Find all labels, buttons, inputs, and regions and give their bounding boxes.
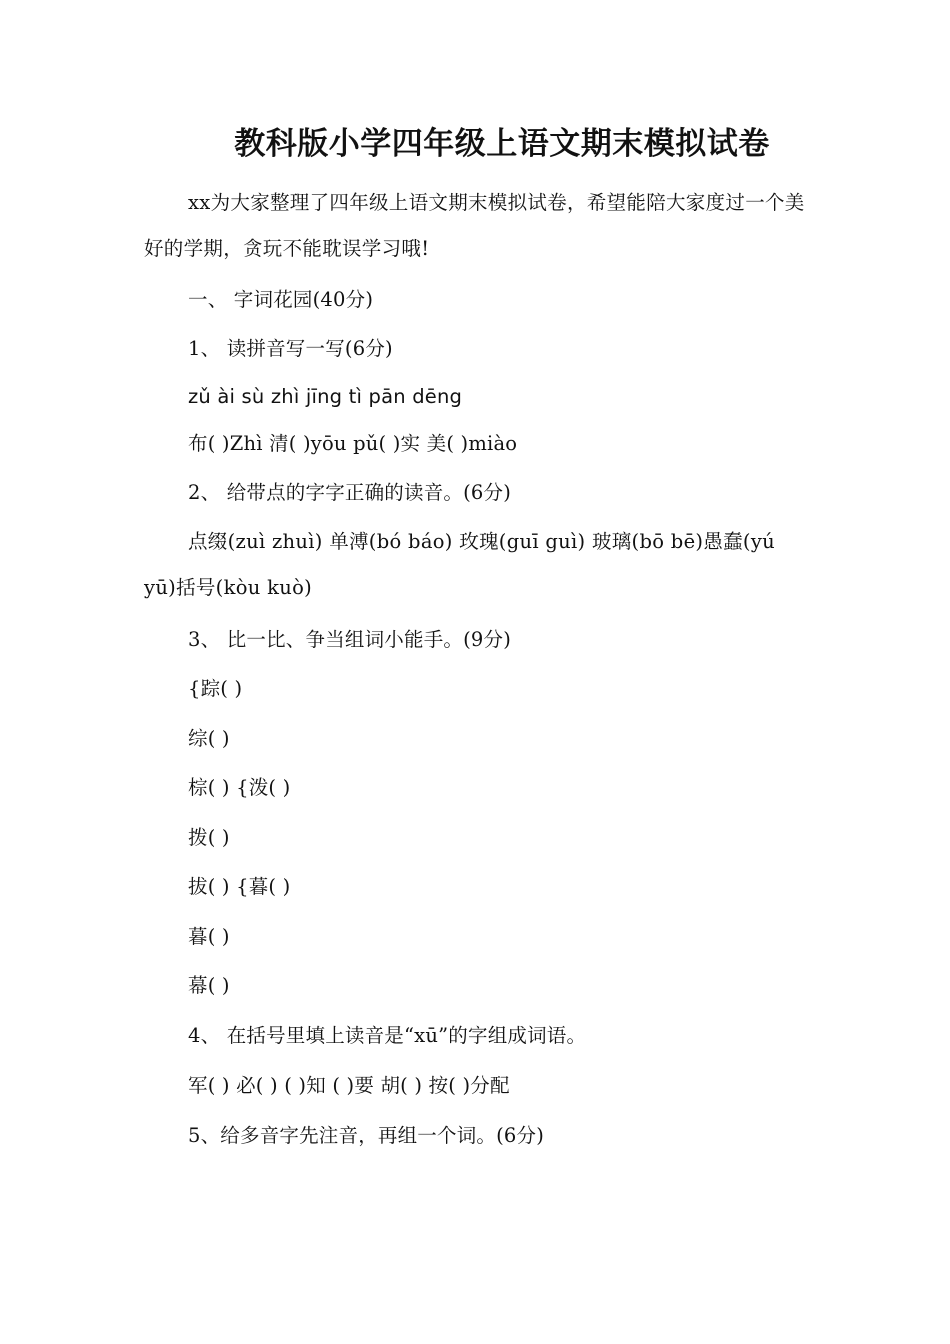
question-4: 4、 在括号里填上读音是“xū”的字组成词语。 bbox=[188, 1024, 587, 1047]
question-5: 5、给多音字先注音，再组一个词。(6分) bbox=[188, 1124, 545, 1147]
document-title: 教科版小学四年级上语文期末模拟试卷 bbox=[234, 126, 770, 162]
word-group-line: 拨( ) bbox=[188, 826, 230, 849]
word-group-line: 暮( ) bbox=[188, 925, 230, 948]
word-group-line: 幕( ) bbox=[188, 974, 230, 997]
word-group-line: 棕( ) {泼( ) bbox=[188, 776, 291, 799]
pronunciation-paragraph: 点缀(zuì zhuì) 单溥(bó báo) 玫瑰(guī guì) 玻璃(bō bē)愚蠢(yú yū)括号(kòu kuò) bbox=[144, 530, 776, 599]
pinyin-line: zǔ ài sù zhì jīng tì pān dēng bbox=[188, 385, 463, 408]
word-group-line: 综( ) bbox=[188, 727, 230, 750]
question-2: 2、 给带点的字字正确的读音。(6分) bbox=[188, 481, 512, 504]
question-3: 3、 比一比、争当组词小能手。(9分) bbox=[188, 628, 512, 651]
intro-paragraph: xx为大家整理了四年级上语文期末模拟试卷，希望能陪大家度过一个美好的学期，贪玩不能耽误学习哦! bbox=[144, 191, 805, 260]
section-heading: 一、 字词花园(40分) bbox=[188, 288, 374, 311]
fill-in-line: 军( ) 必( ) ( )知 ( )要 胡( ) 按( )分配 bbox=[188, 1074, 510, 1097]
question-1: 1、 读拼音写一写(6分) bbox=[188, 337, 393, 360]
word-group-line: 拔( ) {暮( ) bbox=[188, 875, 291, 898]
word-group-line: {踪( ) bbox=[188, 677, 243, 700]
fill-in-line: 布( )Zhì 清( )yōu pǔ( )实 美( )miào bbox=[188, 432, 518, 455]
